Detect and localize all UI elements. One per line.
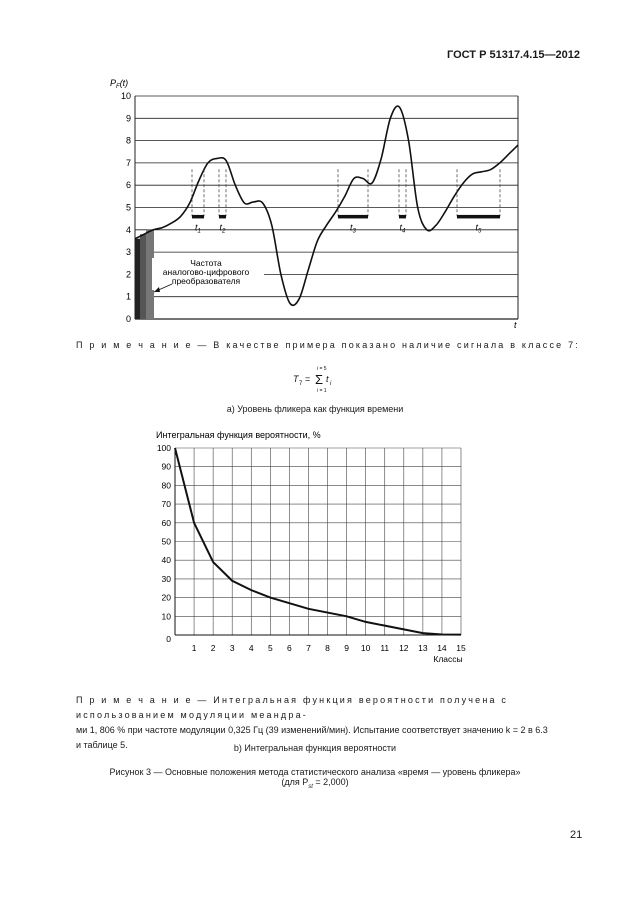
x-tick-label: 3 — [229, 643, 235, 653]
svg-text:Σ: Σ — [315, 372, 324, 387]
svg-text:i: i — [330, 381, 332, 387]
x-tick-label: 14 — [437, 643, 447, 653]
x-tick-label: 4 — [248, 643, 254, 653]
interval-label: $t_2$ — [219, 222, 226, 235]
figure-caption: Рисунок 3 — Основные положения метода статистического анализа «время — уровень фликера» (для $P_{st} = 2,000$) — [109, 767, 521, 790]
y-tick-label: 80 — [161, 480, 171, 491]
chart-b-y-ticks — [157, 443, 171, 621]
chart-b-grid — [175, 448, 461, 635]
y-tick-label: 20 — [161, 592, 171, 603]
svg-text:i = 5: i = 5 — [317, 366, 327, 372]
x-tick-label: 2 — [210, 643, 216, 653]
y-tick-label: 7 — [125, 157, 131, 168]
interval-label-sub: 3 — [352, 228, 356, 235]
caption-b: b) Интегральная функция вероятности — [233, 743, 397, 753]
x-tick-label: 5 — [267, 643, 273, 653]
caption-a: а) Уровень фликера как функция времени — [226, 404, 404, 414]
svg-text:преобразователя: преобразователя — [171, 276, 241, 286]
interval-label-sub: 4 — [402, 228, 406, 235]
svg-text:i = 1: i = 1 — [317, 388, 327, 394]
x-tick-label: 15 — [456, 643, 466, 653]
x-tick-label: 1 — [191, 643, 197, 653]
y-tick-label: 10 — [161, 611, 171, 622]
x-tick-label: 9 — [344, 643, 349, 653]
y-axis-label: $P_F(t)$ — [110, 78, 129, 90]
interval-label: $t_1$ — [195, 222, 201, 235]
chart-b-x-ticks — [166, 634, 466, 653]
interval-label: $t_5$ — [475, 222, 482, 235]
y-tick-label: 60 — [161, 517, 171, 528]
interval-label-sub: 5 — [478, 228, 482, 235]
y-tick-label: 100 — [156, 443, 171, 453]
x-axis-label: t — [514, 320, 517, 330]
y-tick-label: 30 — [161, 573, 171, 584]
chart-b-title: Интегральная функция вероятности, % — [156, 430, 321, 440]
y-tick-label: 9 — [125, 113, 131, 124]
y-tick-label: 5 — [125, 202, 131, 213]
y-tick-label: 8 — [125, 135, 131, 146]
y-tick-label: 70 — [161, 499, 171, 510]
note-b: П р и м е ч а н и е — Интегральная функция вероятности получена с использованием модуляции меандра- ми 1, 806 % при частоте модуляции 0,325 Гц (39 изменений/мин). Испытание соответствует значению k = 2 в 6.3 и таблице 5. — [76, 695, 548, 750]
svg-text:T: T — [293, 374, 299, 384]
y-tick-label: 3 — [125, 247, 131, 258]
y-tick-label: 90 — [161, 461, 171, 472]
svg-text:=: = — [305, 374, 311, 384]
y-tick-label: 6 — [125, 180, 131, 191]
interval-label: $t_3$ — [350, 222, 356, 235]
y-tick-label: 10 — [120, 91, 131, 101]
y-tick-label: 50 — [161, 536, 171, 547]
x-tick-label: 0 — [166, 634, 171, 644]
page-number: 21 — [570, 829, 583, 841]
x-tick-label: 7 — [306, 643, 311, 653]
y-tick-label: 0 — [125, 314, 131, 324]
y-tick-label: 1 — [125, 291, 131, 302]
svg-text:аналогово-цифрового: аналогово-цифрового — [162, 267, 250, 277]
x-tick-label: 12 — [399, 643, 409, 653]
x-tick-label: 6 — [287, 643, 292, 653]
y-tick-label: 2 — [125, 269, 131, 280]
svg-text:Частота: Частота — [190, 258, 222, 268]
x-tick-label: 13 — [418, 643, 428, 653]
y-tick-label: 40 — [161, 555, 171, 566]
x-tick-label: 10 — [360, 643, 371, 653]
chart-b-x-label: Классы — [433, 654, 463, 664]
svg-text:7: 7 — [299, 381, 303, 387]
x-tick-label: 8 — [325, 643, 330, 653]
interval-label-sub: 1 — [197, 228, 201, 235]
y-tick-label: 4 — [125, 224, 131, 235]
interval-label-sub: 2 — [222, 228, 226, 235]
note-a: П р и м е ч а н и е — В качестве примера показано наличие сигнала в классе 7: — [76, 340, 580, 350]
svg-text:t: t — [326, 374, 329, 384]
standard-header: ГОСТ Р 51317.4.15—2012 — [446, 49, 580, 61]
interval-label: $t_4$ — [399, 222, 406, 235]
x-tick-label: 11 — [380, 643, 390, 653]
